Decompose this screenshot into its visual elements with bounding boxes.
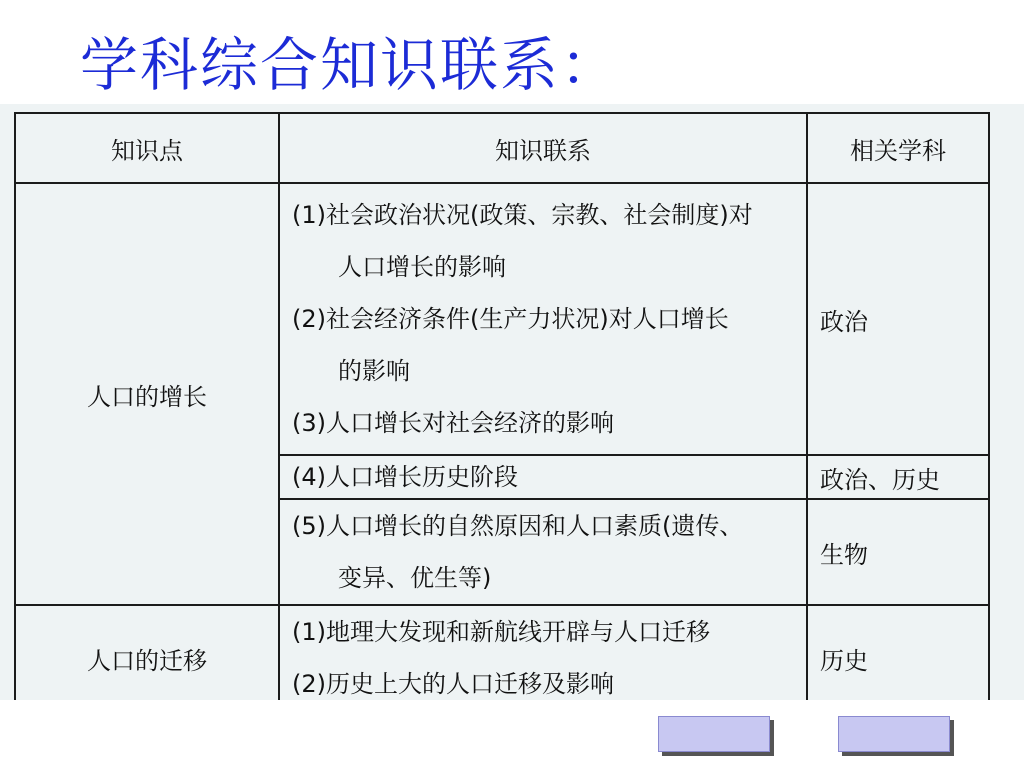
link-cell (279, 455, 807, 499)
subject-cell: 生物 (807, 499, 989, 605)
topic-cell: 人口的增长 (15, 183, 279, 605)
previous-slide-button[interactable] (658, 716, 770, 752)
subject-cell: 历史 (807, 605, 989, 711)
header-knowledge-point: 知识点 (15, 113, 279, 183)
table-row (15, 183, 989, 455)
topic-cell: 人口的迁移 (15, 605, 279, 711)
header-related-subject: 相关学科 (807, 113, 989, 183)
link-cell (279, 183, 807, 455)
slide-title: 学科综合知识联系： (80, 31, 621, 99)
link-item: (2)社会经济条件(生产力状况)对人口增长 的影响 (292, 305, 729, 385)
link-item: (1)地理大发现和新航线开辟与人口迁移 (292, 618, 710, 646)
link-item: (2)历史上大的人口迁移及影响 (292, 670, 614, 698)
link-item: (4)人口增长历史阶段 (292, 463, 518, 491)
link-cell (279, 499, 807, 605)
subject-cell: 政治 (807, 183, 989, 455)
link-cell (279, 605, 807, 711)
table-row (15, 605, 989, 711)
knowledge-table (14, 112, 990, 712)
link-item: (1)社会政治状况(政策、宗教、社会制度)对 人口增长的影响 (292, 201, 753, 281)
header-knowledge-link: 知识联系 (279, 113, 807, 183)
subject-cell: 政治、历史 (807, 455, 989, 499)
link-item: (5)人口增长的自然原因和人口素质(遗传、 变异、优生等) (292, 512, 744, 592)
next-slide-button[interactable] (838, 716, 950, 752)
table-header-row (15, 113, 989, 183)
link-item: (3)人口增长对社会经济的影响 (292, 409, 614, 437)
